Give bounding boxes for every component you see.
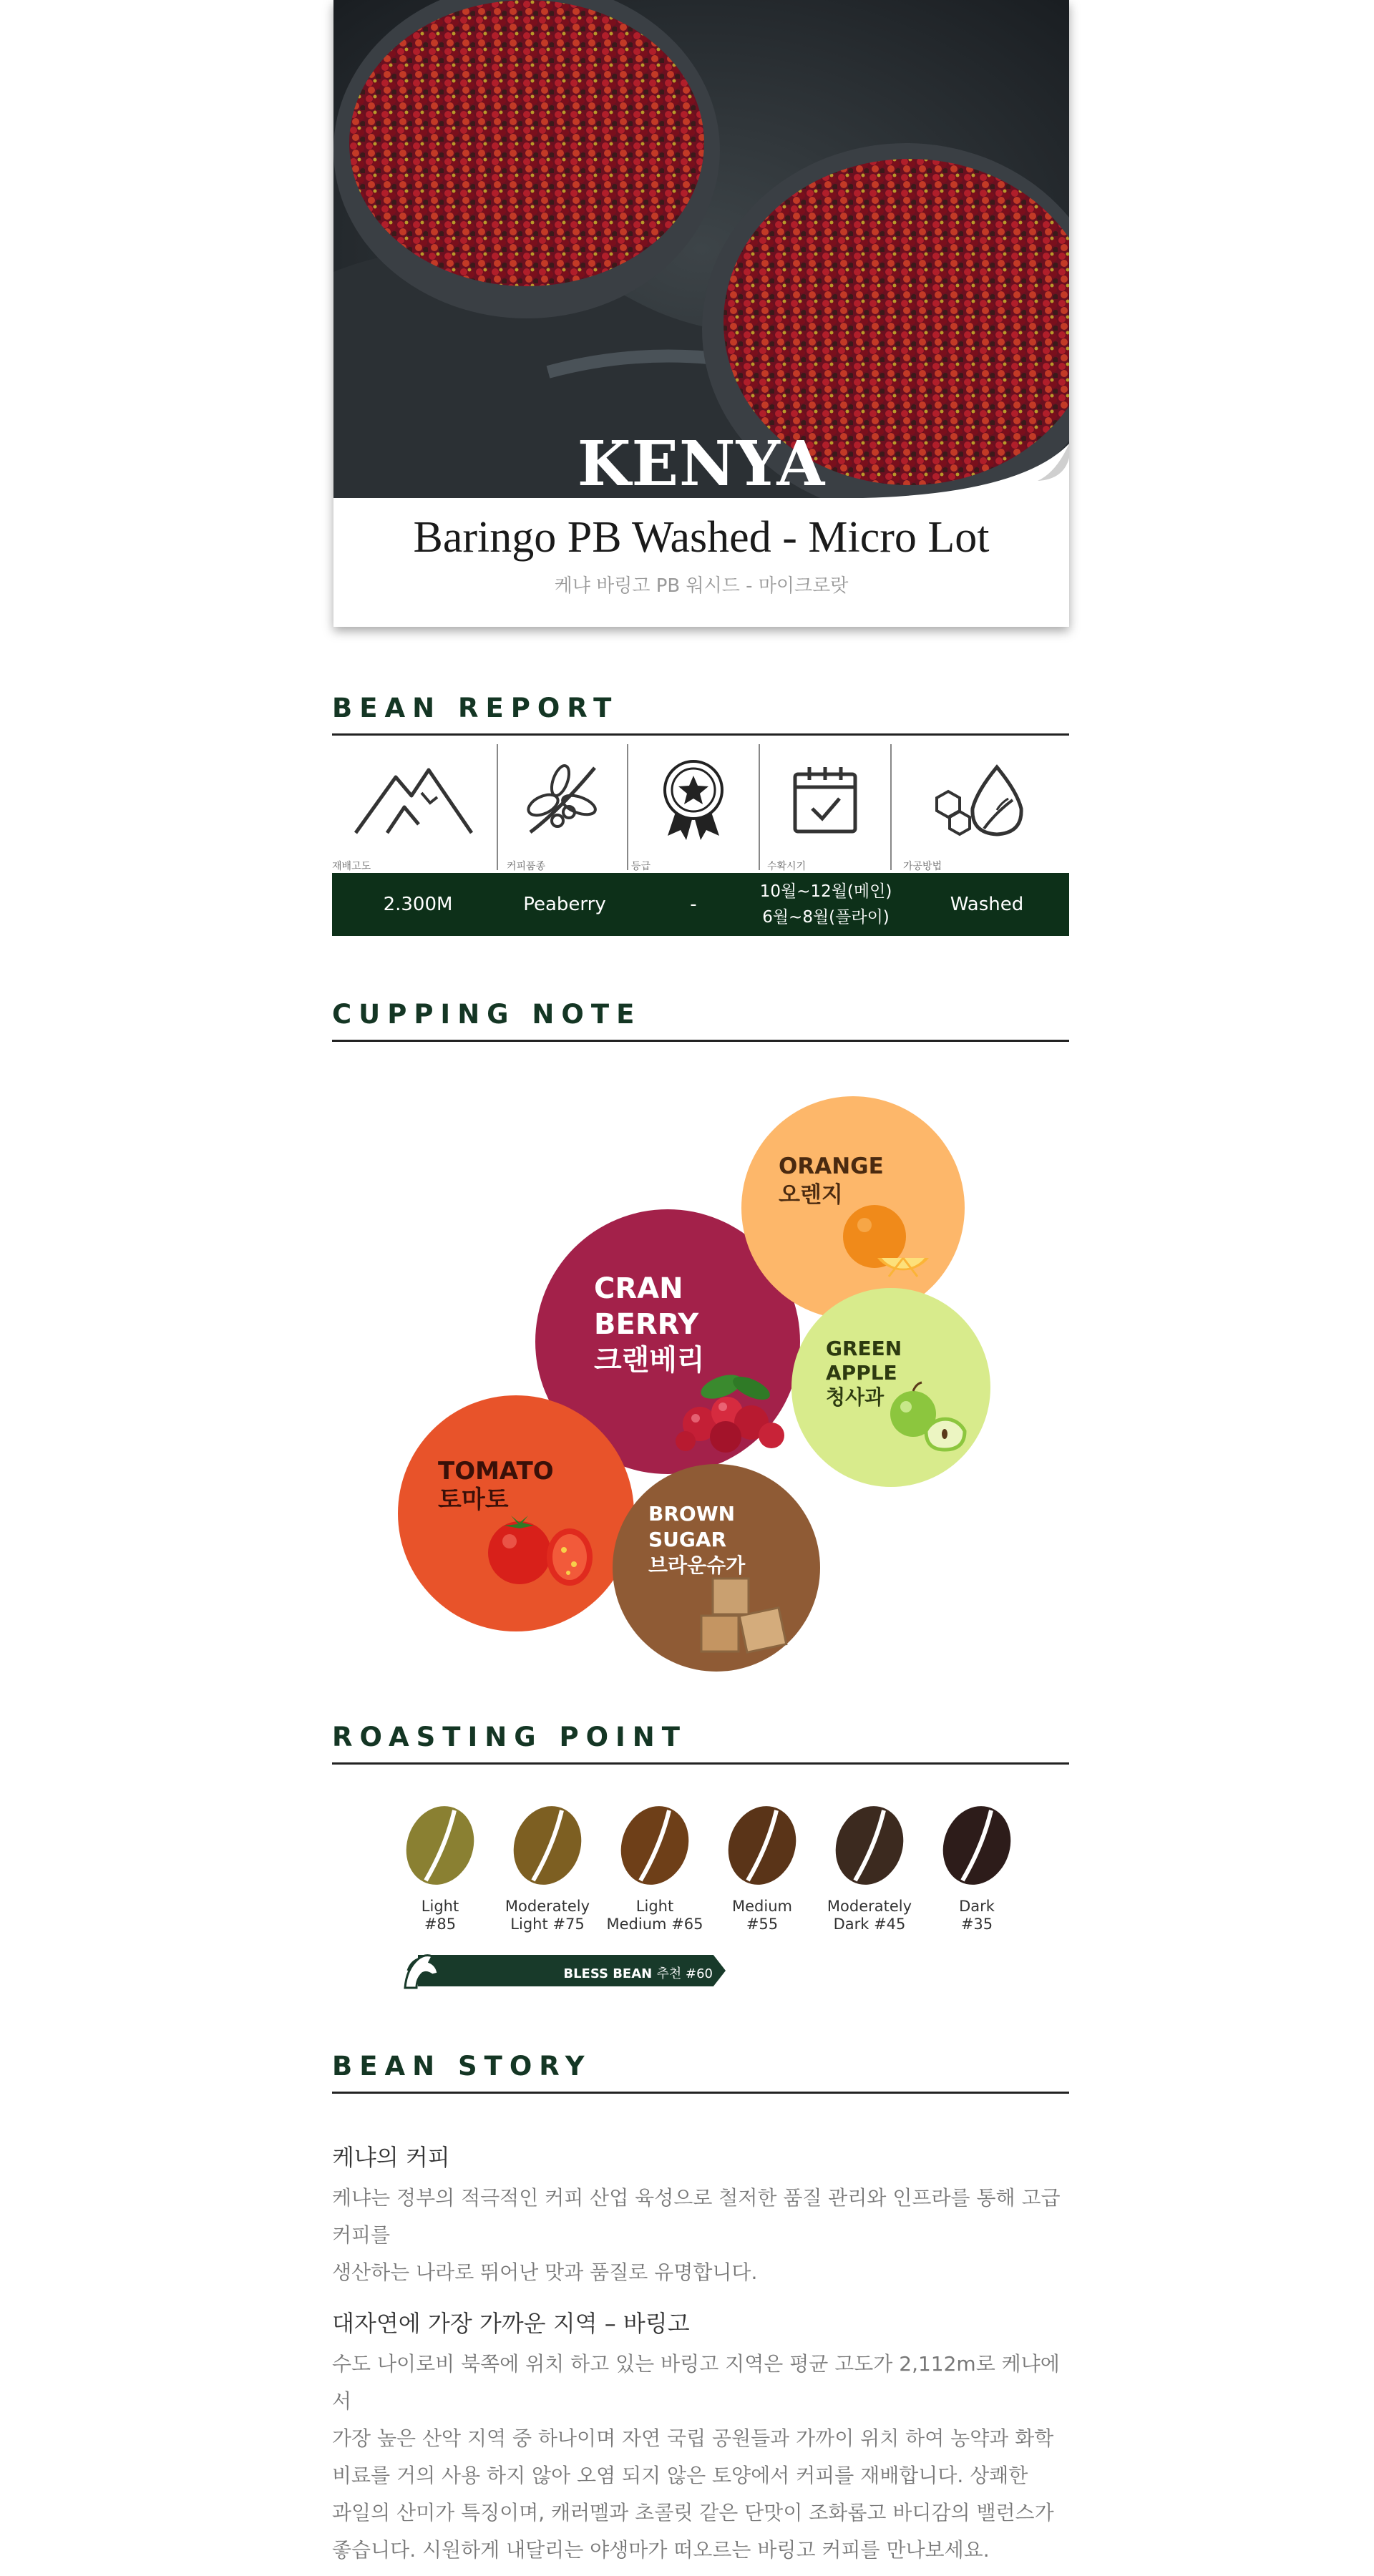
roast-level-light xyxy=(386,1803,494,1933)
harvest-value xyxy=(747,873,905,936)
process-caption: 가공방법 xyxy=(903,861,942,872)
report-cell-altitude xyxy=(332,744,495,873)
coffee-bean-icon xyxy=(404,1803,476,1888)
orange-icon xyxy=(839,1196,932,1282)
roasting-scale xyxy=(386,1803,1030,1989)
roast-md-num: Dark #45 xyxy=(833,1916,906,1933)
recommend-text: 추천 #60 xyxy=(656,1966,713,1981)
story-baringo-line-1: 수도 나이로비 북쪽에 위치 하고 있는 바링고 지역은 평균 고도가 2,112m로 케냐에서 xyxy=(332,2352,1060,2413)
coffee-bean-icon xyxy=(726,1803,798,1888)
cupping-note-heading xyxy=(332,996,1069,1042)
harvest-fly: 6월~8월(플라이) xyxy=(762,908,890,927)
recommended-roast-tag xyxy=(401,1952,744,1989)
bean-story-title: BEAN STORY xyxy=(332,2051,592,2082)
coffee-branch-icon xyxy=(516,761,609,839)
bean-story-heading xyxy=(332,2048,1069,2094)
origin-title: KENYA xyxy=(577,428,826,498)
cupping-note-title: CUPPING NOTE xyxy=(332,999,642,1030)
story-kenya-line-1: 케냐는 정부의 적극적인 커피 산업 육성으로 철저한 품질 관리와 인프라를 통해 고급 커피를 xyxy=(332,2186,1061,2247)
story-baringo-line-2: 가장 높은 산악 지역 중 하나이며 자연 국립 공원들과 가까이 위치 하여 농약과 화학 xyxy=(332,2426,1054,2450)
cranberry-kr: 크랜베리 xyxy=(594,1344,705,1377)
variety-value: Peaberry xyxy=(523,894,606,915)
harvest-caption: 수확시기 xyxy=(767,861,807,872)
bean-report-title: BEAN REPORT xyxy=(332,693,619,723)
roast-m-num: #55 xyxy=(746,1916,779,1933)
roasting-point-title: ROASTING POINT xyxy=(332,1722,687,1752)
harvest-main: 10월~12월(메인) xyxy=(759,882,892,901)
note-green-apple xyxy=(791,1288,990,1487)
variety-caption: 커피품종 xyxy=(507,861,546,872)
roast-light-name: Light xyxy=(421,1898,459,1915)
report-values-bar xyxy=(332,873,1069,936)
mountain-icon xyxy=(353,764,474,836)
story-section-kenya xyxy=(332,2140,1069,2291)
roast-lm-num: Medium #65 xyxy=(606,1916,703,1933)
brown-sugar-en-1: BROWN xyxy=(648,1502,736,1526)
brown-sugar-kr: 브라운슈가 xyxy=(648,1553,746,1577)
roast-level-medium xyxy=(708,1803,816,1933)
grade-caption: 등급 xyxy=(631,861,651,872)
story-baringo-line-4: 과일의 산미가 특징이며, 캐러멜과 초콜릿 같은 단맛이 조화롭고 바디감의 밸런스가 xyxy=(332,2501,1054,2524)
green-apple-en-1: GREEN xyxy=(826,1337,902,1360)
cranberry-en-1: CRAN xyxy=(594,1272,683,1305)
green-apple-kr: 청사과 xyxy=(826,1385,885,1409)
coffee-cherries-photo xyxy=(333,0,1069,498)
product-hero-card xyxy=(333,0,1069,627)
coffee-bean-icon xyxy=(512,1803,583,1888)
recommend-brand: BLESS BEAN xyxy=(563,1966,653,1981)
altitude-caption: 재배고도 xyxy=(332,861,371,872)
story-title-kenya: 케냐의 커피 xyxy=(332,2144,450,2171)
roast-level-moderately-light xyxy=(494,1803,601,1933)
water-leaf-icon xyxy=(927,763,1034,837)
tomato-en: TOMATO xyxy=(438,1457,554,1485)
note-brown-sugar xyxy=(613,1464,820,1672)
report-cell-grade xyxy=(628,744,759,873)
product-name: Baringo PB Washed - Micro Lot xyxy=(413,513,990,562)
report-cell-harvest xyxy=(760,744,890,873)
cranberry-en-2: BERRY xyxy=(594,1308,699,1341)
report-cell-variety xyxy=(498,744,627,873)
orange-en: ORANGE xyxy=(779,1153,884,1179)
altitude-value: 2.300M xyxy=(383,894,453,915)
product-name-korean: 케냐 바링고 PB 워시드 - 마이크로랏 xyxy=(554,575,849,597)
brown-sugar-en-2: SUGAR xyxy=(648,1528,727,1551)
note-tomato xyxy=(398,1395,634,1631)
bean-report-heading xyxy=(332,690,1069,736)
cupping-note-diagram xyxy=(386,1088,1002,1674)
roast-level-dark xyxy=(923,1803,1030,1933)
roast-ml-num: Light #75 xyxy=(510,1916,585,1933)
report-cell-process xyxy=(892,744,1069,873)
roast-m-name: Medium xyxy=(732,1898,792,1915)
orange-kr: 오렌지 xyxy=(779,1182,843,1208)
coffee-bean-icon xyxy=(941,1803,1013,1888)
cranberry-icon xyxy=(671,1367,793,1453)
story-baringo-line-5: 좋습니다. 시원하게 내달리는 야생마가 떠오르는 바링고 커피를 만나보세요. xyxy=(332,2538,990,2562)
tomato-kr: 토마토 xyxy=(438,1485,509,1514)
calendar-check-icon xyxy=(791,764,859,836)
roast-lm-name: Light xyxy=(635,1898,674,1915)
story-title-baringo: 대자연에 가장 가까운 지역 – 바링고 xyxy=(332,2310,690,2337)
roast-d-name: Dark xyxy=(959,1898,995,1915)
note-orange xyxy=(741,1096,965,1319)
roast-md-name: Moderately xyxy=(827,1898,912,1915)
brown-sugar-icon xyxy=(698,1571,791,1657)
recommend-label xyxy=(563,1963,713,1982)
coffee-bean-icon xyxy=(834,1803,905,1888)
award-badge-icon xyxy=(658,758,729,841)
roast-level-light-medium xyxy=(601,1803,708,1933)
story-section-baringo xyxy=(332,2306,1069,2569)
coffee-bean-icon xyxy=(619,1803,691,1888)
roasting-point-heading xyxy=(332,1719,1069,1765)
roast-ml-name: Moderately xyxy=(505,1898,590,1915)
story-baringo-line-3: 비료를 거의 사용 하지 않아 오염 되지 않은 토양에서 커피를 재배합니다. 상쾌한 xyxy=(332,2464,1028,2487)
green-apple-en-2: APPLE xyxy=(826,1361,897,1385)
story-kenya-line-2: 생산하는 나라로 뛰어난 맛과 품질로 유명합니다. xyxy=(332,2260,758,2284)
green-apple-icon xyxy=(885,1381,970,1453)
roast-level-moderately-dark xyxy=(816,1803,923,1933)
grade-value: - xyxy=(690,894,697,915)
process-value: Washed xyxy=(950,894,1024,915)
horse-head-icon xyxy=(401,1952,441,1989)
roast-light-num: #85 xyxy=(424,1916,457,1933)
tomato-icon xyxy=(482,1510,604,1589)
roast-d-num: #35 xyxy=(960,1916,993,1933)
bean-report-table xyxy=(332,744,1069,936)
